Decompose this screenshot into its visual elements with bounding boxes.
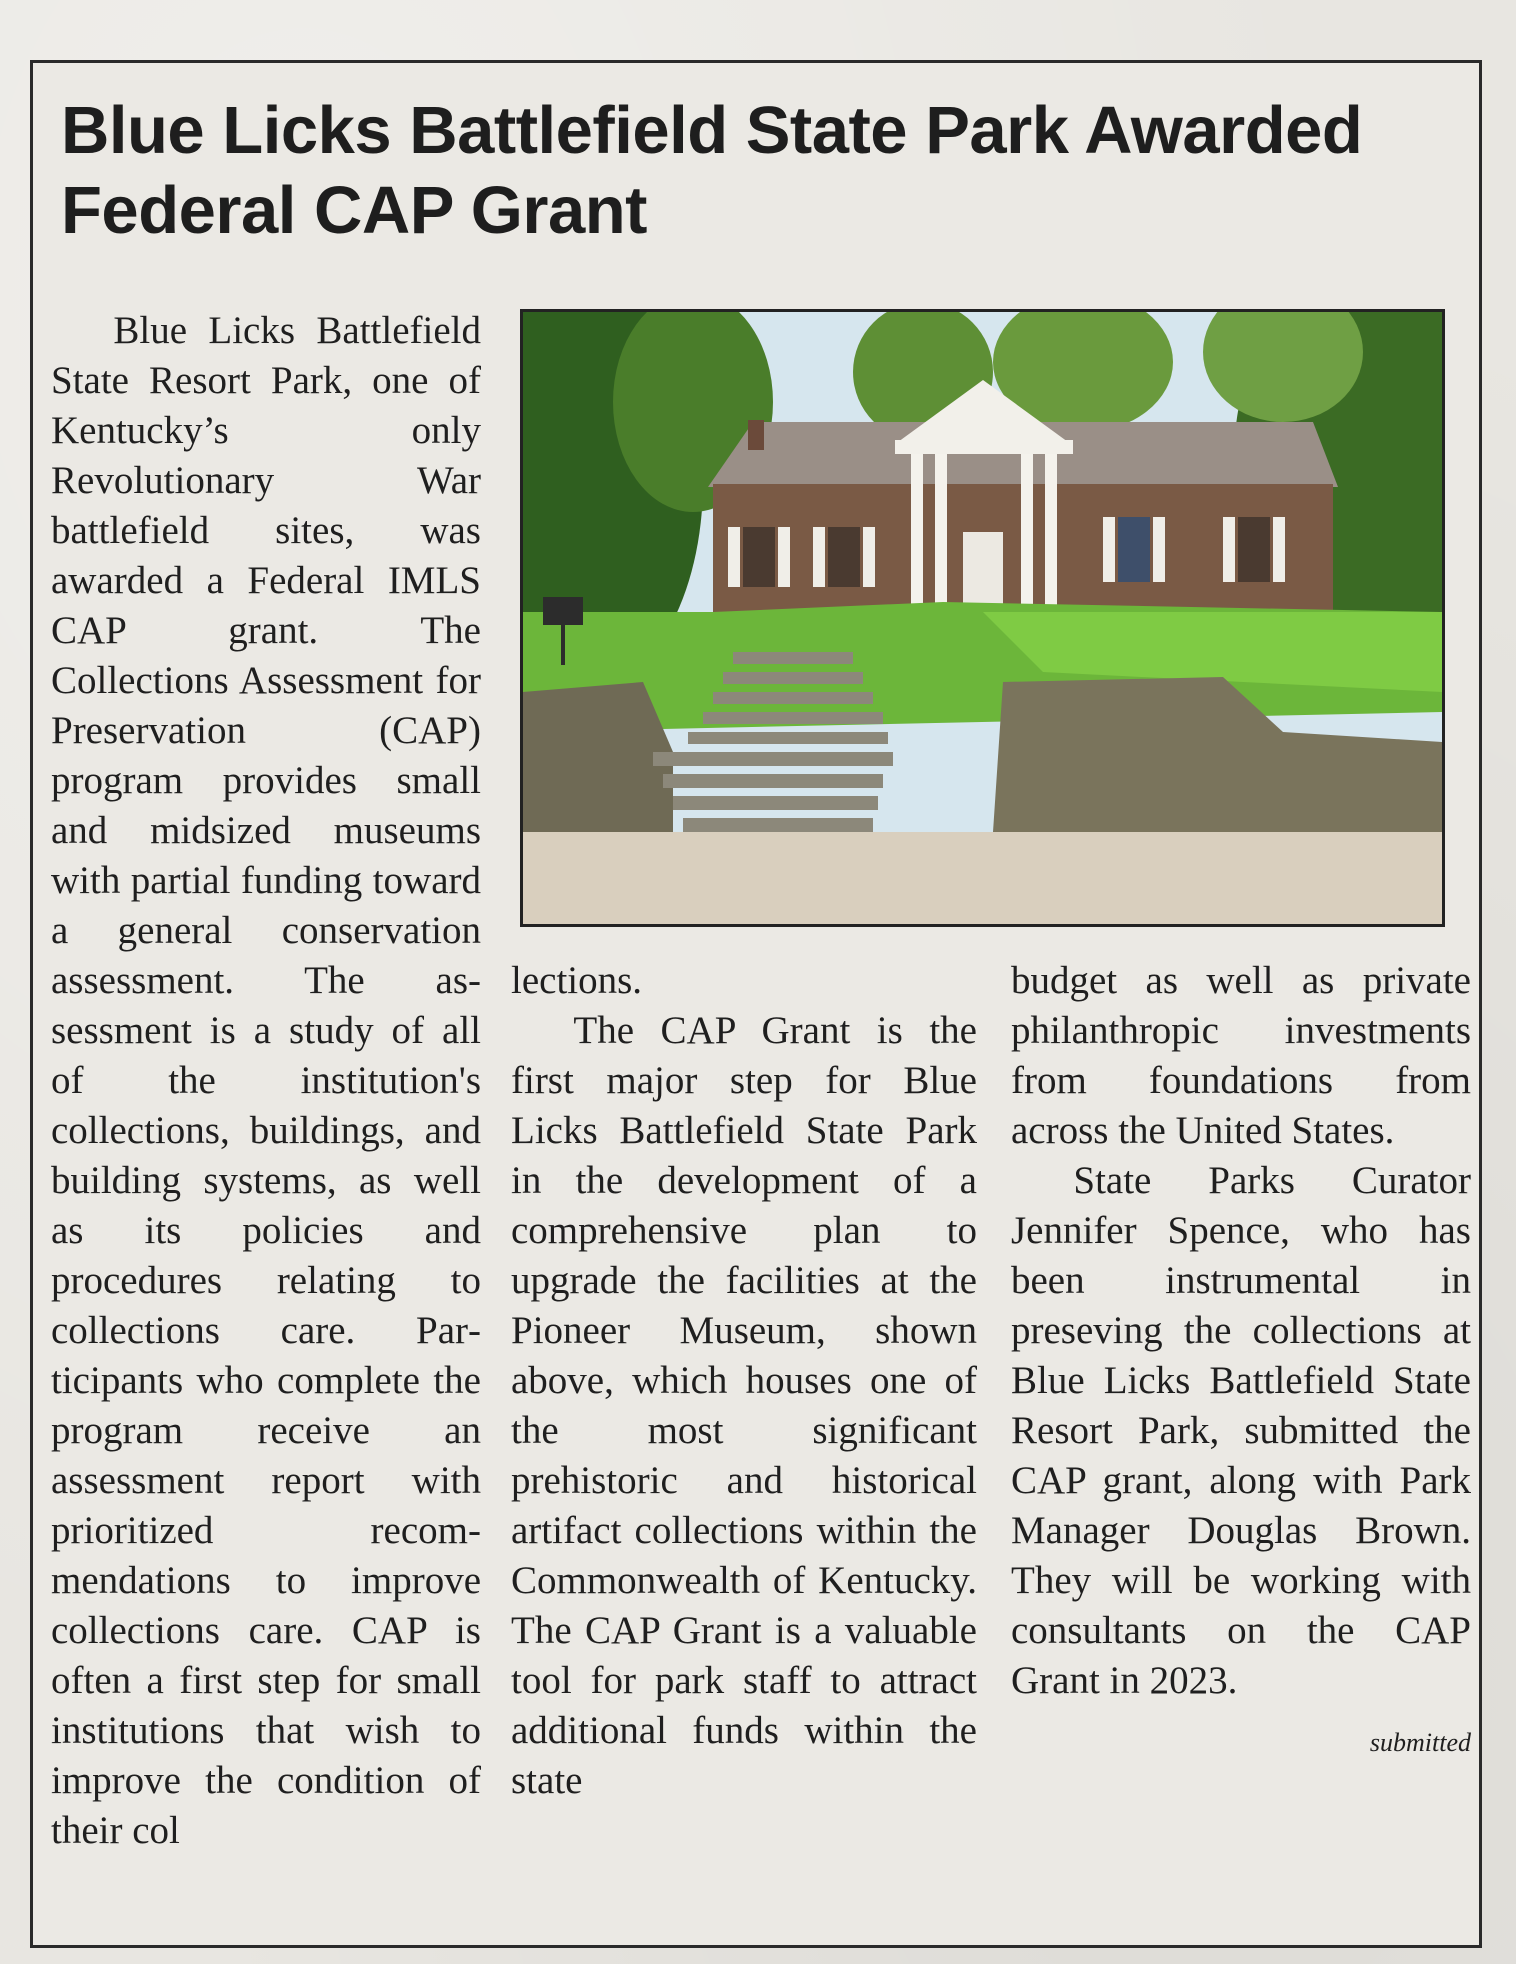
article-paragraph: Blue Licks Battlefield State Resort Park, one of Kentucky’s only Revolutionary War battlefield sites, was awarded a Federal IMLS CAP grant. The Collections Assessment for Preservation (CAP) program provides small and midsized museums with partial funding toward a general conservation assessment. The assessment is a study of all of the institution's collections, buildings, and building systems, as well as its policies and procedures relating to collections care. Participants who complete the program receive an assessment report with prioritized recommendations to improve collections care. CAP is often a first step for small institutions that wish to improve the condition of their col <box>51 309 481 1852</box>
article-frame <box>30 60 1482 1948</box>
article-column-2 <box>511 956 977 1806</box>
article-column-1 <box>51 306 481 1856</box>
article-paragraph: budget as well as private philanthropic investments from foundations from across the United States. <box>1011 959 1471 1152</box>
article-paragraph: lections. <box>511 959 643 1002</box>
photo-credit: submitted <box>1369 1728 1471 1757</box>
article-paragraph: State Parks Curator Jennifer Spence, who has been instrumental in preseving the collections at Blue Licks Battlefield State Resort Park, submitted the CAP grant, along with Park Manager Douglas Brown. They will be working with consultants on the CAP Grant in 2023. <box>1011 1159 1471 1702</box>
museum-illustration <box>523 312 1442 924</box>
pioneer-museum-photo <box>520 309 1445 927</box>
article-column-3 <box>1011 956 1471 1768</box>
article-headline: Blue Licks Battlefield State Park Awarded Federal CAP Grant <box>61 93 1363 248</box>
article-paragraph: The CAP Grant is the first major step for Blue Licks Battlefield State Park in the development of a comprehensive plan to upgrade the facilities at the Pioneer Museum, shown above, which houses one of the most significant prehistoric and historical artifact collections within the Commonwealth of Kentucky. The CAP Grant is a valuable tool for park staff to attract additional funds within the state <box>511 1009 977 1802</box>
